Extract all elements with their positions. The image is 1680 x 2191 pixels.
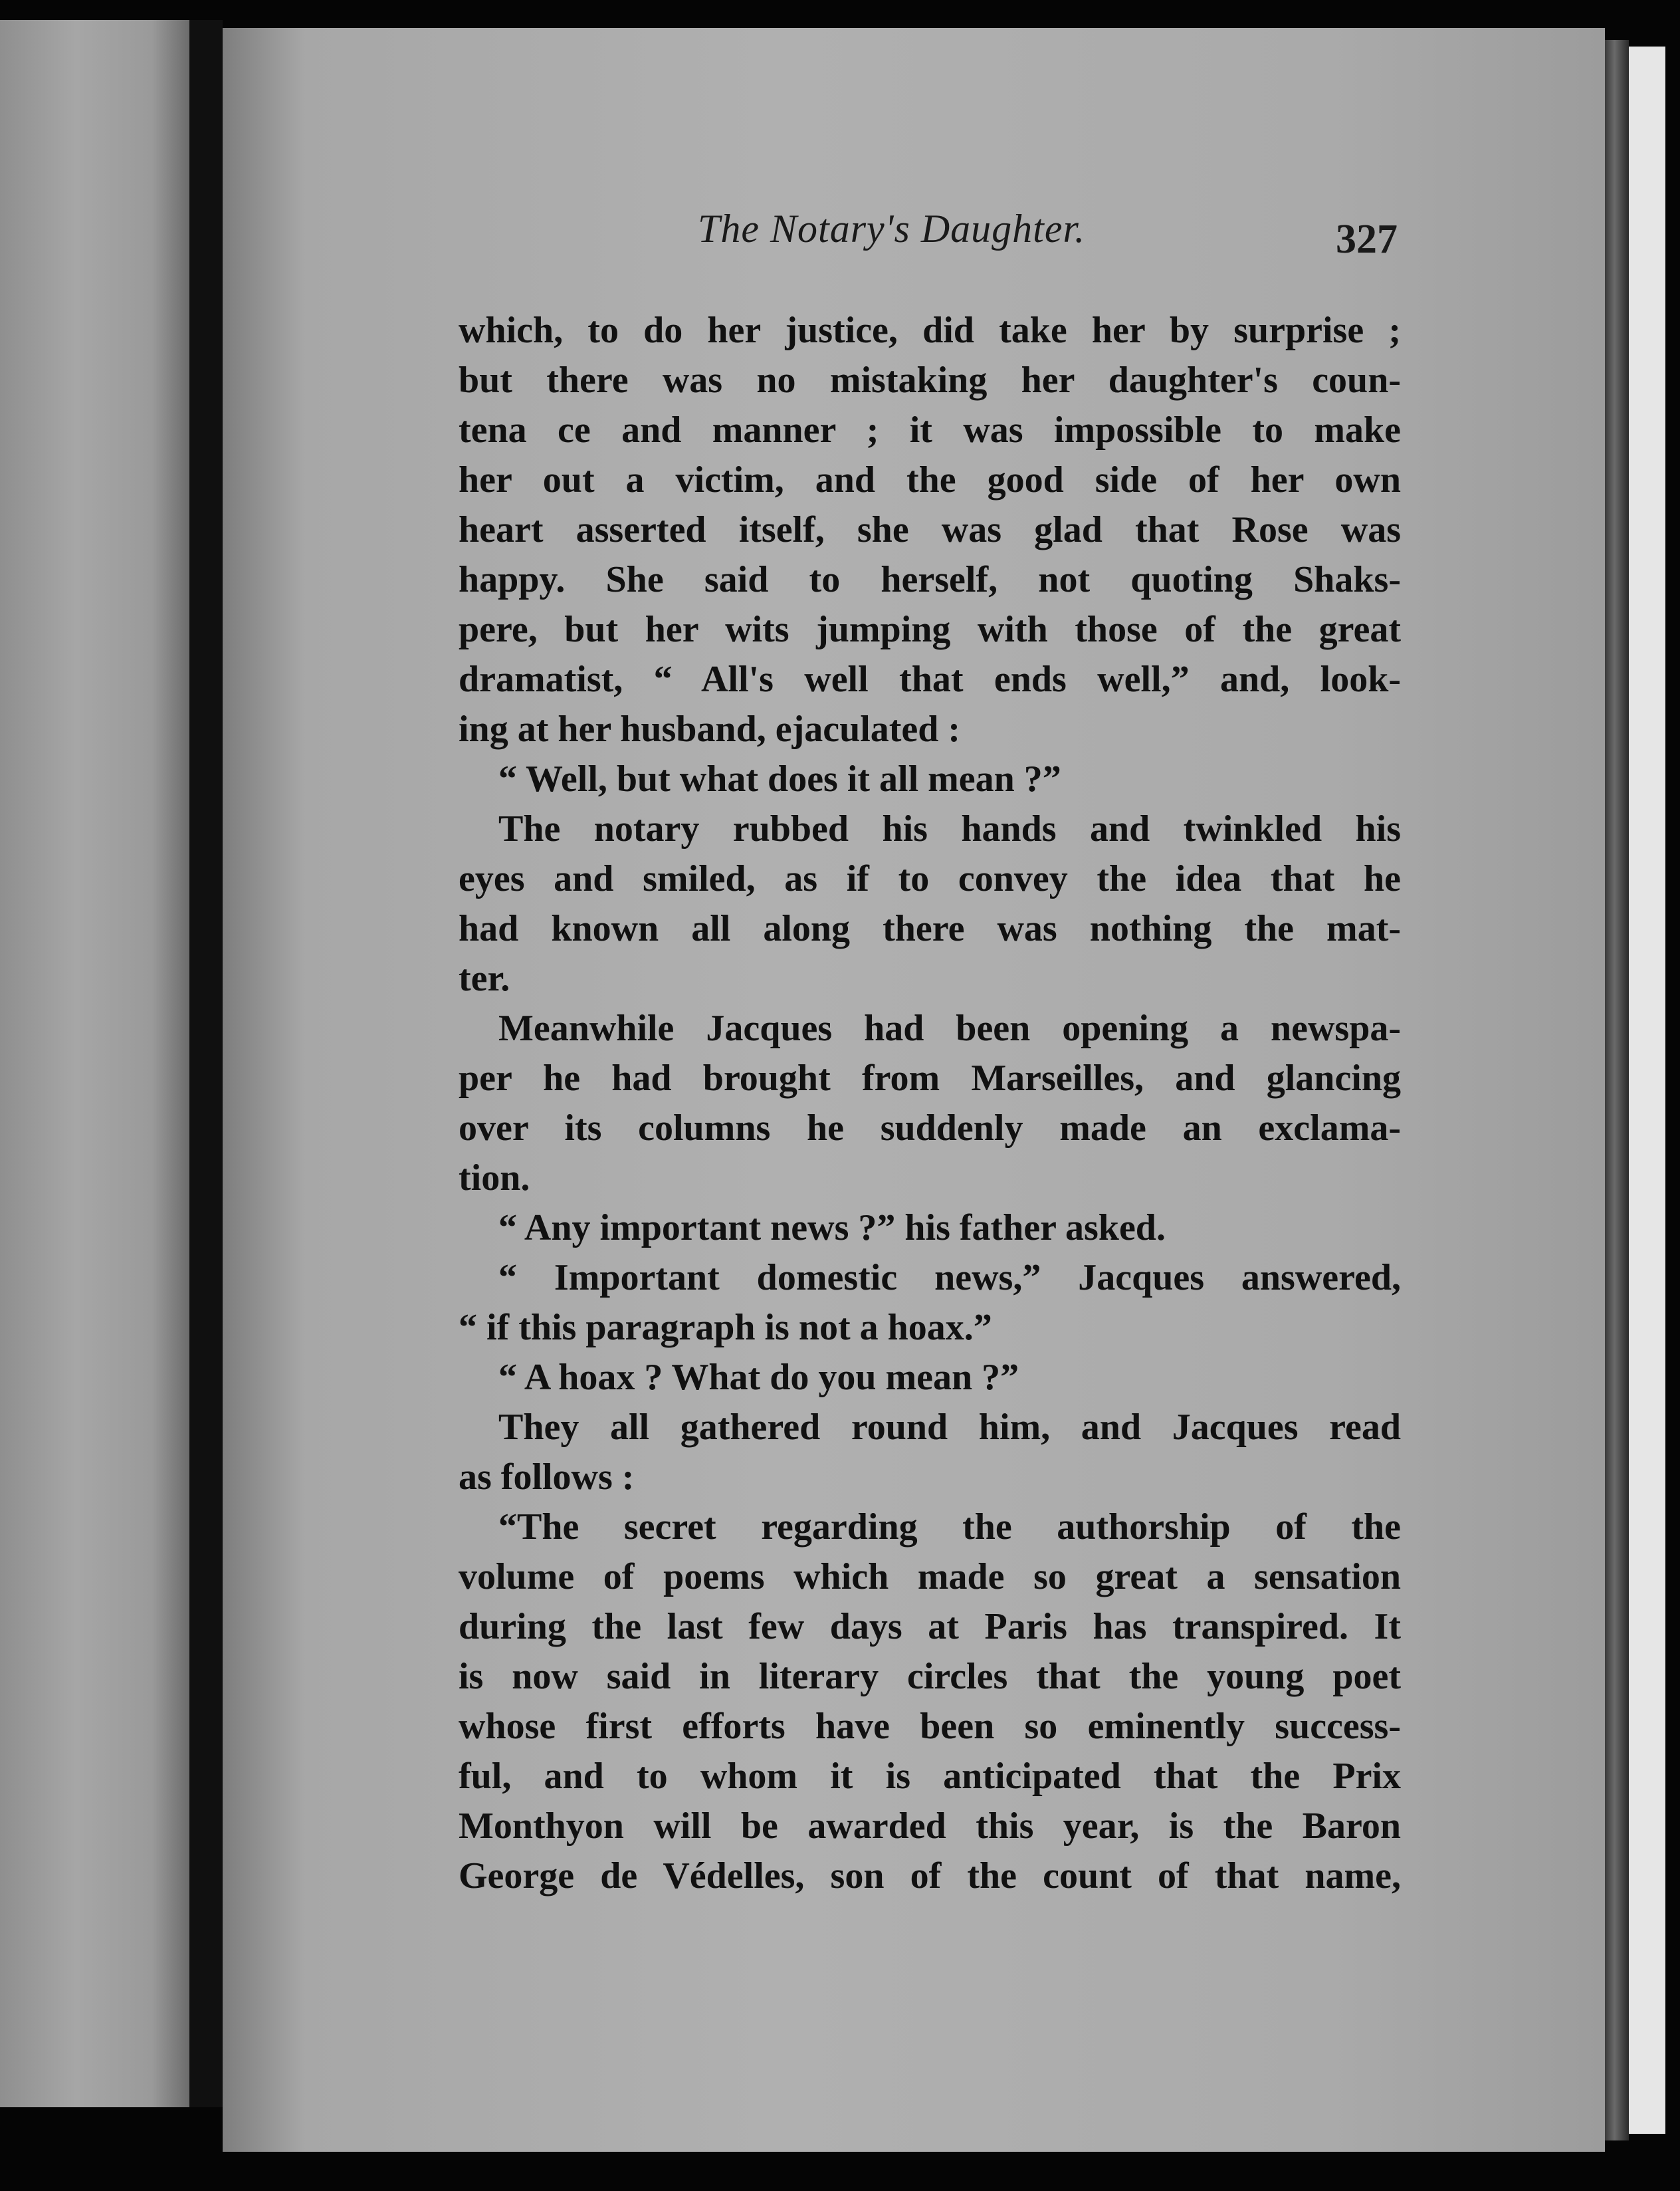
text-line: during the last few days at Paris has transpired. It bbox=[459, 1606, 1401, 1647]
text-line: “ Well, but what does it all mean ?” bbox=[498, 758, 1061, 800]
text-line: but there was no mistaking her daughter's coun- bbox=[459, 360, 1401, 401]
text-line: ter. bbox=[459, 958, 510, 999]
text-line: eyes and smiled, as if to convey the idea that he bbox=[459, 858, 1401, 899]
running-head: The Notary's Daughter. bbox=[698, 207, 1086, 251]
text-line: per he had brought from Marseilles, and glancing bbox=[459, 1058, 1401, 1099]
text-line: tena ce and manner ; it was impossible to make bbox=[459, 409, 1401, 451]
text-line: had known all along there was nothing the mat- bbox=[459, 908, 1401, 949]
text-line: George de Védelles, son of the count of that name, bbox=[459, 1855, 1401, 1897]
text-line: ing at her husband, ejaculated : bbox=[459, 709, 961, 750]
text-line: her out a victim, and the good side of her own bbox=[459, 459, 1401, 501]
text-line: ful, and to whom it is anticipated that the Prix bbox=[459, 1756, 1401, 1797]
text-line: “ Important domestic news,” Jacques answered, bbox=[498, 1257, 1401, 1298]
text-line: “The secret regarding the authorship of the bbox=[498, 1506, 1401, 1548]
text-line: tion. bbox=[459, 1157, 530, 1199]
text-line: Monthyon will be awarded this year, is the Baron bbox=[459, 1805, 1401, 1847]
text-line: Meanwhile Jacques had been opening a newspa- bbox=[498, 1008, 1401, 1049]
page-edge-shadow bbox=[1605, 40, 1629, 2140]
page-edge-paper bbox=[1629, 47, 1665, 2134]
text-line: happy. She said to herself, not quoting Shaks- bbox=[459, 559, 1401, 600]
text-line: “ if this paragraph is not a hoax.” bbox=[459, 1307, 992, 1348]
text-line: pere, but her wits jumping with those of the great bbox=[459, 609, 1401, 650]
text-line: as follows : bbox=[459, 1456, 635, 1498]
text-line: is now said in literary circles that the young poet bbox=[459, 1656, 1401, 1697]
book-gutter bbox=[189, 20, 223, 2107]
body-text bbox=[459, 306, 1401, 1901]
text-line: “ A hoax ? What do you mean ?” bbox=[498, 1357, 1019, 1398]
text-line: which, to do her justice, did take her by surprise ; bbox=[459, 310, 1401, 351]
text-line: whose first efforts have been so eminently success- bbox=[459, 1706, 1401, 1747]
text-line: over its columns he suddenly made an exclama- bbox=[459, 1107, 1401, 1149]
text-line: heart asserted itself, she was glad that Rose was bbox=[459, 509, 1401, 550]
text-line: volume of poems which made so great a sensation bbox=[459, 1556, 1401, 1597]
text-line: The notary rubbed his hands and twinkled his bbox=[498, 808, 1401, 850]
facing-page-left bbox=[0, 20, 189, 2107]
text-line: “ Any important news ?” his father asked. bbox=[498, 1207, 1166, 1248]
page-number: 327 bbox=[1336, 217, 1398, 262]
text-line: They all gathered round him, and Jacques read bbox=[498, 1407, 1401, 1448]
text-line: dramatist, “ All's well that ends well,” and, look- bbox=[459, 659, 1401, 700]
